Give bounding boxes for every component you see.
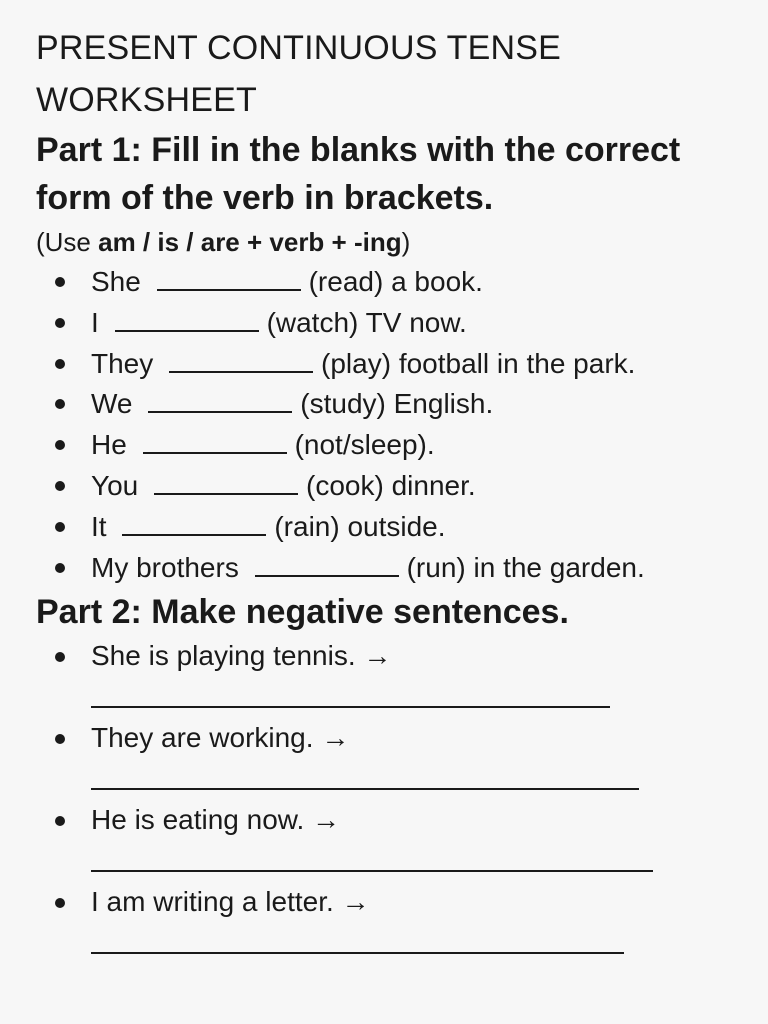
part1-heading-line-1: Part 1: Fill in the blanks with the correct [36,131,681,169]
answer-blank[interactable] [157,267,301,291]
negative-prompt: She is playing tennis. → [91,640,392,672]
item-subject: It [91,510,107,542]
answer-blank[interactable] [115,308,259,332]
part2-heading: Part 2: Make negative sentences. [36,593,569,632]
item-prompt: (rain) outside. [274,510,446,542]
item-subject: You [91,469,139,501]
instruction-open: (Use [36,227,99,257]
fill-item [36,344,756,385]
fill-item [36,507,756,548]
bullet-icon [55,563,65,573]
worksheet-title [36,22,756,126]
answer-line[interactable] [91,758,639,790]
title-line-2: WORKSHEET [36,81,257,119]
fill-item [36,466,756,507]
answer-blank[interactable] [122,512,266,536]
item-prompt: (read) a book. [308,266,483,297]
item-subject: We [91,388,133,420]
bullet-icon [55,734,65,744]
item-subject: I [91,306,99,338]
instruction-close: ) [401,227,411,257]
bullet-icon [55,816,65,826]
bullet-icon [55,898,65,908]
bullet-icon [55,481,65,491]
item-prompt: (not/sleep). [294,429,435,461]
bullet-icon [55,359,65,369]
item-subject: My brothers [91,551,239,583]
negative-prompt: He is eating now. → [91,804,341,836]
fill-item [36,262,756,303]
answer-blank[interactable] [143,430,287,454]
answer-blank[interactable] [255,553,399,577]
item-prompt: (watch) TV now. [266,306,467,338]
negative-sentences-list [36,636,756,954]
negative-item [36,636,756,708]
negative-prompt: They are working. → [91,722,350,754]
fill-item [36,303,756,344]
item-prompt: (cook) dinner. [306,469,476,501]
answer-blank[interactable] [148,389,292,413]
item-prompt: (run) in the garden. [406,551,645,583]
part1-instruction [36,222,756,262]
bullet-icon [55,399,65,409]
answer-line[interactable] [91,922,624,954]
part1-heading-line-2: form of the verb in brackets. [36,179,494,217]
fill-item [36,425,756,466]
bullet-icon [55,522,65,532]
bullet-icon [55,440,65,450]
fill-in-list [36,262,756,588]
answer-blank[interactable] [154,471,298,495]
negative-item [36,718,756,790]
title-line-1: PRESENT CONTINUOUS TENSE [36,29,561,67]
negative-item [36,800,756,872]
item-subject: She [91,266,141,297]
bullet-icon [55,652,65,662]
item-prompt: (play) football in the park. [321,347,636,379]
fill-item [36,548,756,589]
negative-item [36,882,756,954]
item-subject: They [91,347,154,379]
instruction-formula: am / is / are + verb + -ing [98,227,402,257]
answer-line[interactable] [91,676,610,708]
bullet-icon [55,318,65,328]
part1-heading [36,126,756,222]
item-subject: He [91,429,127,461]
fill-item [36,384,756,425]
bullet-icon [55,277,65,287]
answer-blank[interactable] [169,349,313,373]
worksheet-page [36,22,756,964]
answer-line[interactable] [91,840,653,872]
item-prompt: (study) English. [300,388,494,420]
negative-prompt: I am writing a letter. → [91,886,370,918]
